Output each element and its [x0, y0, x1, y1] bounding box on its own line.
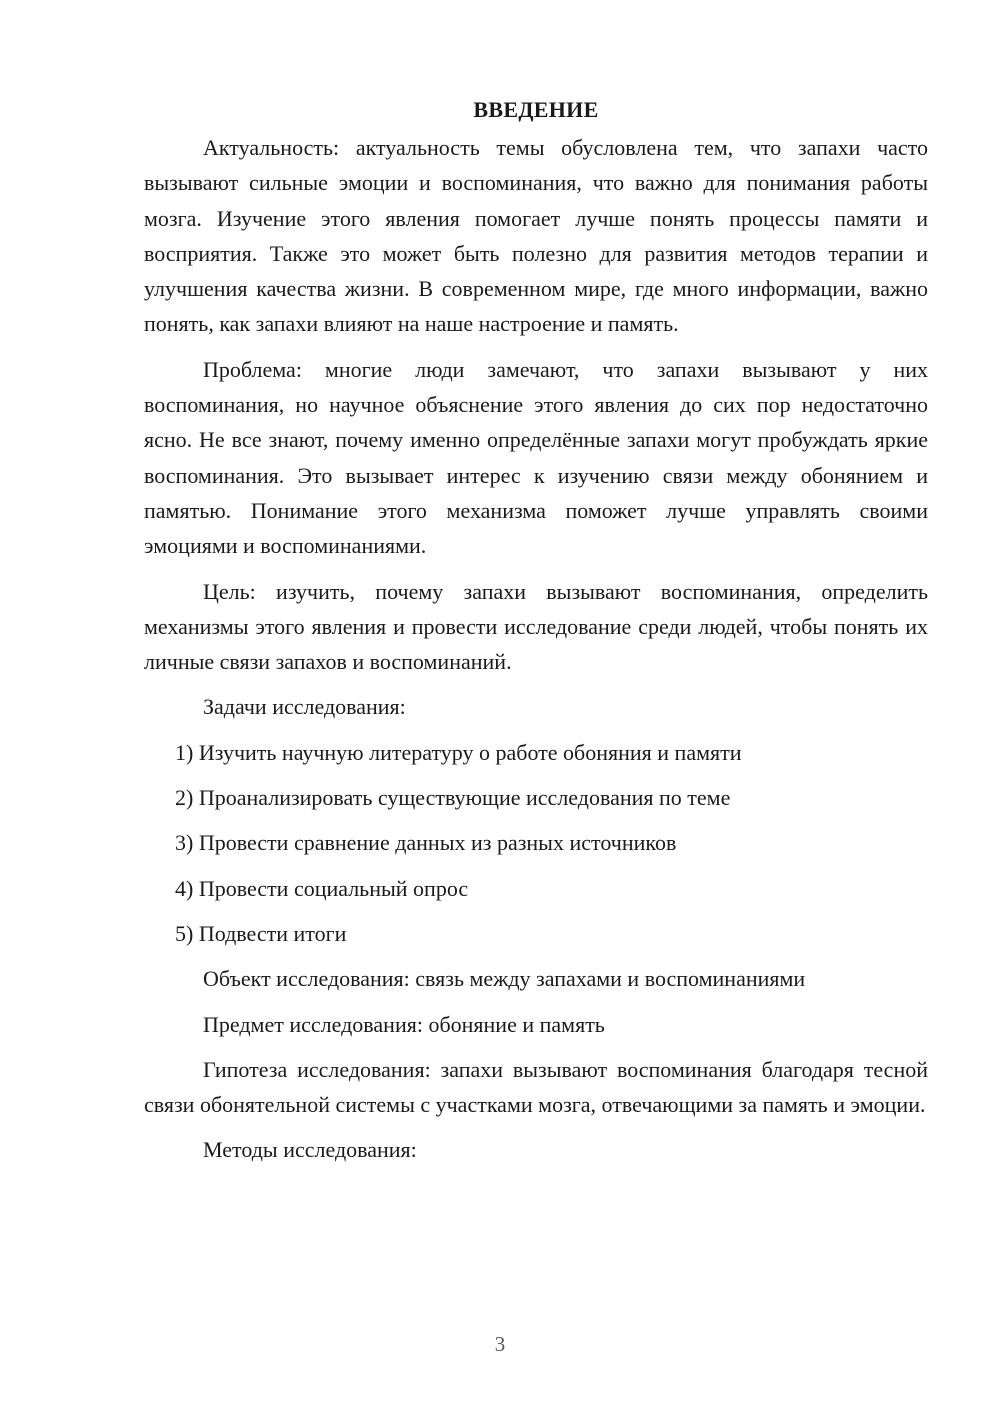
research-subject: Предмет исследования: обоняние и память: [203, 1011, 605, 1037]
methods-heading: Методы исследования:: [203, 1137, 417, 1163]
document-page: [144, 90, 928, 1178]
task-item: 1) Изучить научную литературу о работе обоняния и памяти: [175, 739, 742, 765]
task-item: 5) Подвести итоги: [175, 920, 347, 946]
task-item: 3) Провести сравнение данных из разных источников: [175, 830, 677, 856]
research-object: Объект исследования: связь между запахами и воспоминаниями: [203, 966, 806, 992]
paragraph-relevance: Актуальность: актуальность темы обусловлена тем, что запахи часто вызывают сильные эмоции и воспоминания, что важно для понимания работы мозга. Изучение этого явления помогает лучше понять процессы памяти и восприятия. Также это может быть полезно для развития методов терапии и улучшения качества жизни. В современном мире, где много информации, важно понять, как запахи влияют на наше настроение и память.: [144, 135, 928, 337]
paragraph-problem: Проблема: многие люди замечают, что запахи вызывают у них воспоминания, но научное объяснение этого явления до сих пор недостаточно ясно. Не все знают, почему именно определённые запахи могут пробуждать яркие воспоминания. Это вызывает интерес к изучению связи между обонянием и памятью. Понимание этого механизма поможет лучше управлять своими эмоциями и воспоминаниями.: [144, 356, 928, 559]
task-item: 2) Проанализировать существующие исследования по теме: [175, 785, 731, 811]
paragraph-hypothesis: Гипотеза исследования: запахи вызывают воспоминания благодаря тесной связи обонятельной системы с участками мозга, отвечающими за память и эмоции.: [144, 1056, 928, 1118]
task-item: 4) Провести социальный опрос: [175, 875, 469, 901]
tasks-heading: Задачи исследования:: [203, 694, 406, 720]
paragraph-goal: Цель: изучить, почему запахи вызывают воспоминания, определить механизмы этого явления и провести исследование среди людей, чтобы понять их личные связи запахов и воспоминаний.: [144, 578, 928, 675]
document-title: ВВЕДЕНИЕ: [473, 97, 599, 122]
page-number: 3: [494, 1332, 506, 1356]
